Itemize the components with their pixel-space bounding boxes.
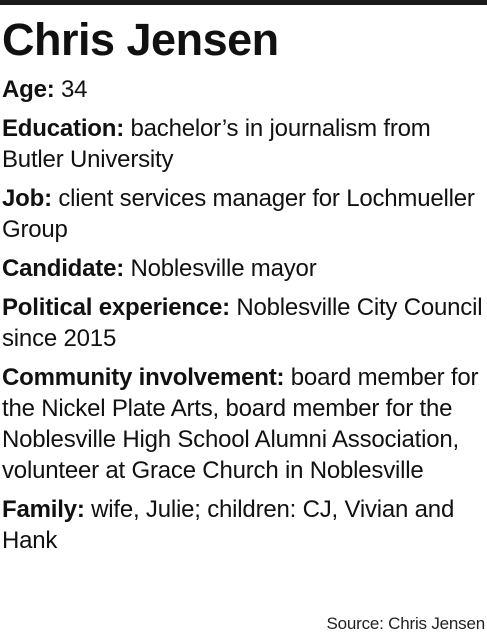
candidate-name: Chris Jensen [2, 14, 279, 65]
field-family [2, 494, 484, 556]
field-label: Political experience: [2, 294, 230, 321]
field-value: 34 [61, 76, 88, 103]
field-community-involvement [2, 362, 484, 486]
field-label: Job: [2, 185, 52, 212]
field-label: Family: [2, 496, 85, 523]
field-label: Candidate: [2, 255, 125, 282]
field-label: Age: [2, 76, 55, 103]
field-value: Noblesville City Council since 2015 [2, 294, 483, 352]
field-candidate [2, 253, 484, 284]
field-political-experience [2, 292, 484, 354]
source-credit: Source: Chris Jensen [326, 614, 485, 633]
field-value: bachelor’s in journalism from Butler University [2, 115, 431, 173]
field-value: board member for the Nickel Plate Arts, board member for the Noblesville High School Alumni Association, volunteer at Grace Church in Noblesville [2, 364, 479, 484]
field-value: client services manager for Lochmueller Group [2, 185, 475, 243]
field-age [2, 74, 484, 105]
field-label: Education: [2, 115, 124, 142]
field-value: Noblesville mayor [130, 255, 317, 282]
field-label: Community involvement: [2, 364, 285, 391]
profile-fields [2, 74, 484, 556]
field-job [2, 183, 484, 245]
top-rule [0, 0, 487, 5]
field-education [2, 113, 484, 175]
field-value: wife, Julie; children: CJ, Vivian and Hank [2, 496, 455, 554]
candidate-profile [2, 14, 484, 564]
